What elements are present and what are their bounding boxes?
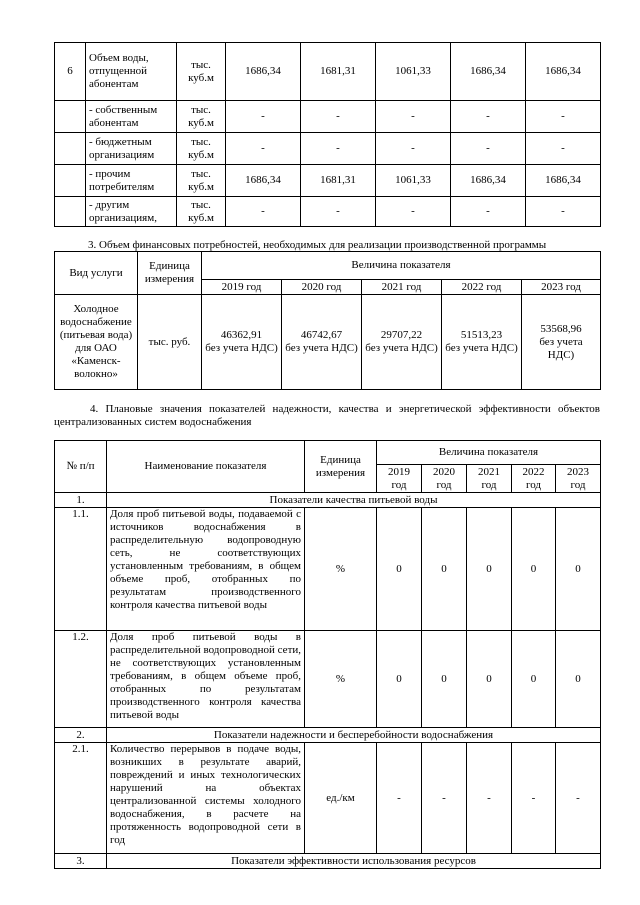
col-service-header: Вид услуги bbox=[55, 252, 138, 295]
value-cell: - bbox=[301, 133, 376, 165]
vat-note: без учета НДС) bbox=[445, 342, 518, 354]
item-unit: ед./км bbox=[305, 743, 377, 854]
row-unit: тыс. куб.м bbox=[177, 197, 226, 227]
year-header: 2021 год bbox=[467, 465, 512, 493]
value-cell: 0 bbox=[377, 631, 422, 728]
table-row bbox=[55, 43, 601, 101]
value-cell: - bbox=[526, 133, 601, 165]
group-number: 2. bbox=[55, 728, 107, 743]
item-number: 1.1. bbox=[55, 508, 107, 631]
group-row bbox=[55, 493, 601, 508]
row-number: 6 bbox=[55, 43, 86, 101]
amount: 29707,22 bbox=[380, 329, 423, 341]
header-row bbox=[55, 252, 601, 280]
value-cell bbox=[442, 295, 522, 390]
row-name: - другим организациям, bbox=[86, 197, 177, 227]
year-header: 2022 год bbox=[512, 465, 556, 493]
group-title: Показатели качества питьевой воды bbox=[107, 493, 601, 508]
service-name: Холодное водоснабжение (питьевая вода) для ОАО «Каменск-волокно» bbox=[55, 295, 138, 390]
value-cell: 1686,34 bbox=[226, 165, 301, 197]
value-cell: 0 bbox=[467, 508, 512, 631]
service-unit: тыс. руб. bbox=[138, 295, 202, 390]
value-cell: 0 bbox=[556, 508, 601, 631]
year-header: 2022 год bbox=[442, 280, 522, 295]
group-number: 3. bbox=[55, 854, 107, 869]
year-header: 2019 год bbox=[202, 280, 282, 295]
col-unit-header: Единица измерения bbox=[138, 252, 202, 295]
item-number: 1.2. bbox=[55, 631, 107, 728]
financial-needs-table bbox=[54, 251, 601, 390]
row-name: Объем воды, отпущенной абонентам bbox=[86, 43, 177, 101]
section-3-heading: 3. Объем финансовых потребностей, необходимых для реализации производственной программы bbox=[88, 239, 547, 251]
amount: 53568,96 bbox=[540, 322, 582, 335]
table-row bbox=[55, 631, 601, 728]
row-name: - бюджетным организациям bbox=[86, 133, 177, 165]
section-4-heading: 4. Плановые значения показателей надежности, качества и энергетической эффективности объектов централизованных систем водоснабжения bbox=[54, 403, 600, 428]
value-cell: - bbox=[301, 101, 376, 133]
value-cell: - bbox=[377, 743, 422, 854]
water-volume-table bbox=[54, 42, 601, 227]
amount: 51513,23 bbox=[460, 329, 503, 341]
value-cell: 0 bbox=[377, 508, 422, 631]
value-cell: - bbox=[512, 743, 556, 854]
value-cell: - bbox=[422, 743, 467, 854]
value-cell: 0 bbox=[422, 631, 467, 728]
col-name-header: Наименование показателя bbox=[107, 441, 305, 493]
value-cell: - bbox=[526, 197, 601, 227]
value-cell bbox=[282, 295, 362, 390]
value-cell bbox=[362, 295, 442, 390]
row-unit: тыс. куб.м bbox=[177, 165, 226, 197]
row-name: - прочим потребителям bbox=[86, 165, 177, 197]
vat-note: без учета НДС) bbox=[539, 335, 583, 361]
value-cell: 0 bbox=[467, 631, 512, 728]
group-row bbox=[55, 854, 601, 869]
group-number: 1. bbox=[55, 493, 107, 508]
value-cell: 0 bbox=[512, 508, 556, 631]
value-cell: 1061,33 bbox=[376, 165, 451, 197]
col-num-header: № п/п bbox=[55, 441, 107, 493]
value-cell: 1681,31 bbox=[301, 43, 376, 101]
value-cell: 0 bbox=[512, 631, 556, 728]
vat-note: без учета НДС) bbox=[285, 342, 358, 354]
value-cell: 1686,34 bbox=[526, 165, 601, 197]
row-number bbox=[55, 133, 86, 165]
table-row bbox=[55, 101, 601, 133]
amount: 46742,67 bbox=[300, 329, 343, 341]
group-row bbox=[55, 728, 601, 743]
value-cell: - bbox=[451, 101, 526, 133]
group-title: Показатели надежности и бесперебойности водоснабжения bbox=[107, 728, 601, 743]
value-cell: 1686,34 bbox=[451, 165, 526, 197]
table-row bbox=[55, 508, 601, 631]
col-unit-header: Единица измерения bbox=[305, 441, 377, 493]
row-unit: тыс. куб.м bbox=[177, 43, 226, 101]
value-cell: 0 bbox=[556, 631, 601, 728]
header-row bbox=[55, 441, 601, 465]
year-header: 2023 год bbox=[522, 280, 601, 295]
col-value-header: Величина показателя bbox=[377, 441, 601, 465]
value-cell: 1686,34 bbox=[526, 43, 601, 101]
col-value-header: Величина показателя bbox=[202, 252, 601, 280]
value-cell: - bbox=[376, 133, 451, 165]
value-cell: - bbox=[451, 133, 526, 165]
value-cell: - bbox=[556, 743, 601, 854]
year-header: 2023 год bbox=[556, 465, 601, 493]
value-cell: 0 bbox=[422, 508, 467, 631]
vat-note: без учета НДС) bbox=[205, 342, 278, 354]
value-cell bbox=[522, 295, 601, 390]
value-cell: - bbox=[451, 197, 526, 227]
table-row bbox=[55, 165, 601, 197]
value-cell bbox=[202, 295, 282, 390]
value-cell: - bbox=[226, 197, 301, 227]
table-row bbox=[55, 197, 601, 227]
year-header: 2020 год bbox=[282, 280, 362, 295]
value-cell: - bbox=[226, 101, 301, 133]
value-cell: 1686,34 bbox=[226, 43, 301, 101]
row-number bbox=[55, 101, 86, 133]
row-number bbox=[55, 197, 86, 227]
value-cell: - bbox=[301, 197, 376, 227]
year-header: 2020 год bbox=[422, 465, 467, 493]
year-header: 2021 год bbox=[362, 280, 442, 295]
table-row bbox=[55, 295, 601, 390]
value-cell: - bbox=[376, 197, 451, 227]
item-unit: % bbox=[305, 631, 377, 728]
row-unit: тыс. куб.м bbox=[177, 101, 226, 133]
table-row bbox=[55, 743, 601, 854]
value-cell: - bbox=[526, 101, 601, 133]
value-cell: 1681,31 bbox=[301, 165, 376, 197]
row-unit: тыс. куб.м bbox=[177, 133, 226, 165]
table-row bbox=[55, 133, 601, 165]
item-name: Количество перерывов в подаче воды, возникших в результате аварий, повреждений и иных технологических нарушений на объектах централизованной системы холодного водоснабжения, в расчете на протяженность водопроводной сети в год bbox=[107, 743, 305, 854]
row-name: - собственным абонентам bbox=[86, 101, 177, 133]
vat-note: без учета НДС) bbox=[365, 342, 438, 354]
value-cell: - bbox=[376, 101, 451, 133]
item-name: Доля проб питьевой воды в распределительной водопроводной сети, не соответствующих установленным требованиям, в общем объеме проб, отобранных по результатам производственного контроля качества питьевой воды bbox=[107, 631, 305, 728]
group-title: Показатели эффективности использования ресурсов bbox=[107, 854, 601, 869]
value-cell: - bbox=[467, 743, 512, 854]
item-name: Доля проб питьевой воды, подаваемой с источников водоснабжения в распределительную водопроводную сеть, не соответствующих установленным требованиям, в общем объеме проб, отобранных по результатам производственного контроля качества питьевой воды bbox=[107, 508, 305, 631]
item-unit: % bbox=[305, 508, 377, 631]
indicators-table bbox=[54, 440, 601, 869]
amount: 46362,91 bbox=[220, 329, 263, 341]
value-cell: - bbox=[226, 133, 301, 165]
value-cell: 1686,34 bbox=[451, 43, 526, 101]
item-number: 2.1. bbox=[55, 743, 107, 854]
year-header: 2019 год bbox=[377, 465, 422, 493]
row-number bbox=[55, 165, 86, 197]
value-cell: 1061,33 bbox=[376, 43, 451, 101]
